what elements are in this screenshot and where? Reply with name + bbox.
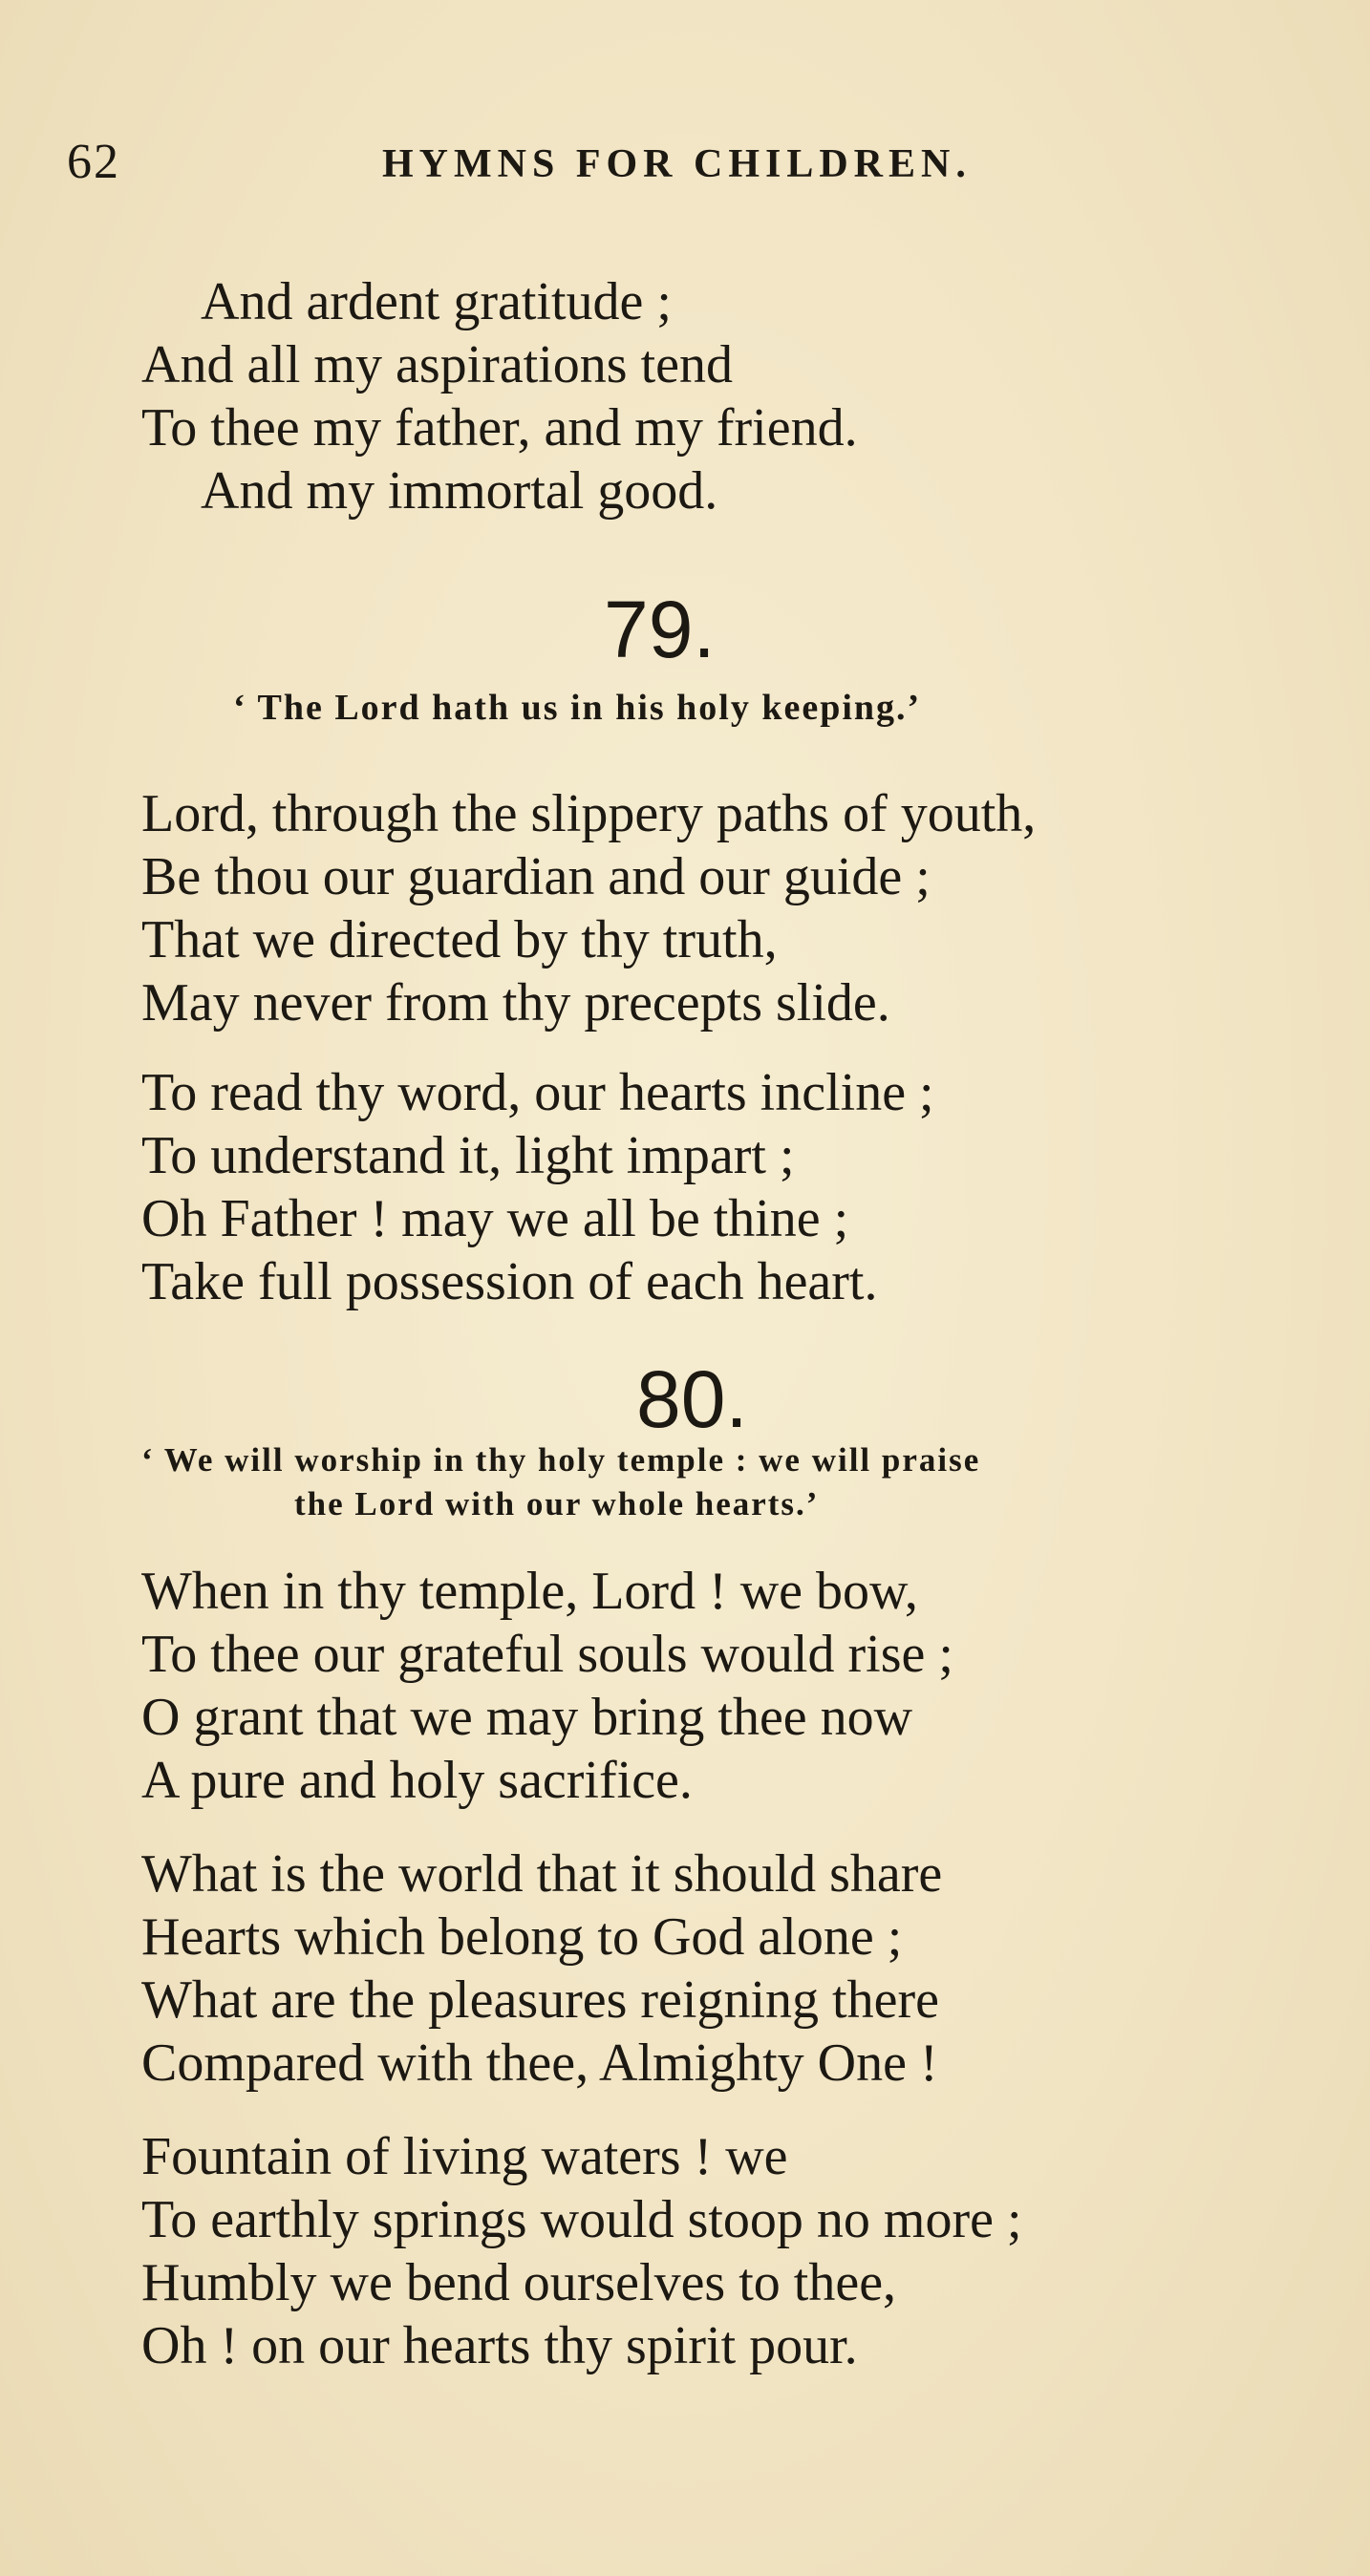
verse-line: Oh Father ! may we all be thine ; <box>141 1189 849 1248</box>
verse-line: And all my aspirations tend <box>141 335 734 394</box>
hymn-number-80: 80. <box>636 1354 748 1444</box>
verse-line: Fountain of living waters ! we <box>141 2127 788 2186</box>
running-title: HYMNS FOR CHILDREN. <box>382 142 972 186</box>
verse-line: And my immortal good. <box>201 461 718 521</box>
hymn-79-epigraph: ‘ The Lord hath us in his holy keeping.’ <box>233 688 922 728</box>
verse-line: May never from thy precepts slide. <box>141 973 890 1033</box>
page-number: 62 <box>67 135 120 189</box>
verse-line: To read thy word, our hearts incline ; <box>141 1063 934 1122</box>
hymn-80-epigraph-line-1: ‘ We will worship in thy holy temple : we will praise <box>141 1441 981 1479</box>
verse-line: Lord, through the slippery paths of youth, <box>141 784 1037 843</box>
verse-line: A pure and holy sacrifice. <box>141 1751 693 1810</box>
verse-line: What are the pleasures reigning there <box>141 1970 939 2030</box>
hymn-80-epigraph-line-2: the Lord with our whole hearts.’ <box>294 1485 820 1522</box>
verse-line: Compared with thee, Almighty One ! <box>141 2033 938 2093</box>
verse-line: And ardent gratitude ; <box>201 272 672 331</box>
verse-line: Oh ! on our hearts thy spirit pour. <box>141 2316 858 2375</box>
verse-line: To thee our grateful souls would rise ; <box>141 1625 953 1684</box>
running-head <box>67 134 1022 201</box>
verse-line: Hearts which belong to God alone ; <box>141 1907 903 1967</box>
verse-line: To understand it, light impart ; <box>141 1126 795 1185</box>
verse-line: What is the world that it should share <box>141 1844 943 1904</box>
verse-line: Be thou our guardian and our guide ; <box>141 847 931 906</box>
verse-line: O grant that we may bring thee now <box>141 1688 913 1747</box>
verse-line: Take full possession of each heart. <box>141 1252 878 1311</box>
verse-line: Humbly we bend ourselves to thee, <box>141 2253 897 2312</box>
verse-line: To thee my father, and my friend. <box>141 398 858 458</box>
hymn-number-79: 79. <box>604 585 716 674</box>
verse-line: That we directed by thy truth, <box>141 910 778 969</box>
verse-line: When in thy temple, Lord ! we bow, <box>141 1562 918 1621</box>
verse-line: To earthly springs would stoop no more ; <box>141 2190 1022 2249</box>
